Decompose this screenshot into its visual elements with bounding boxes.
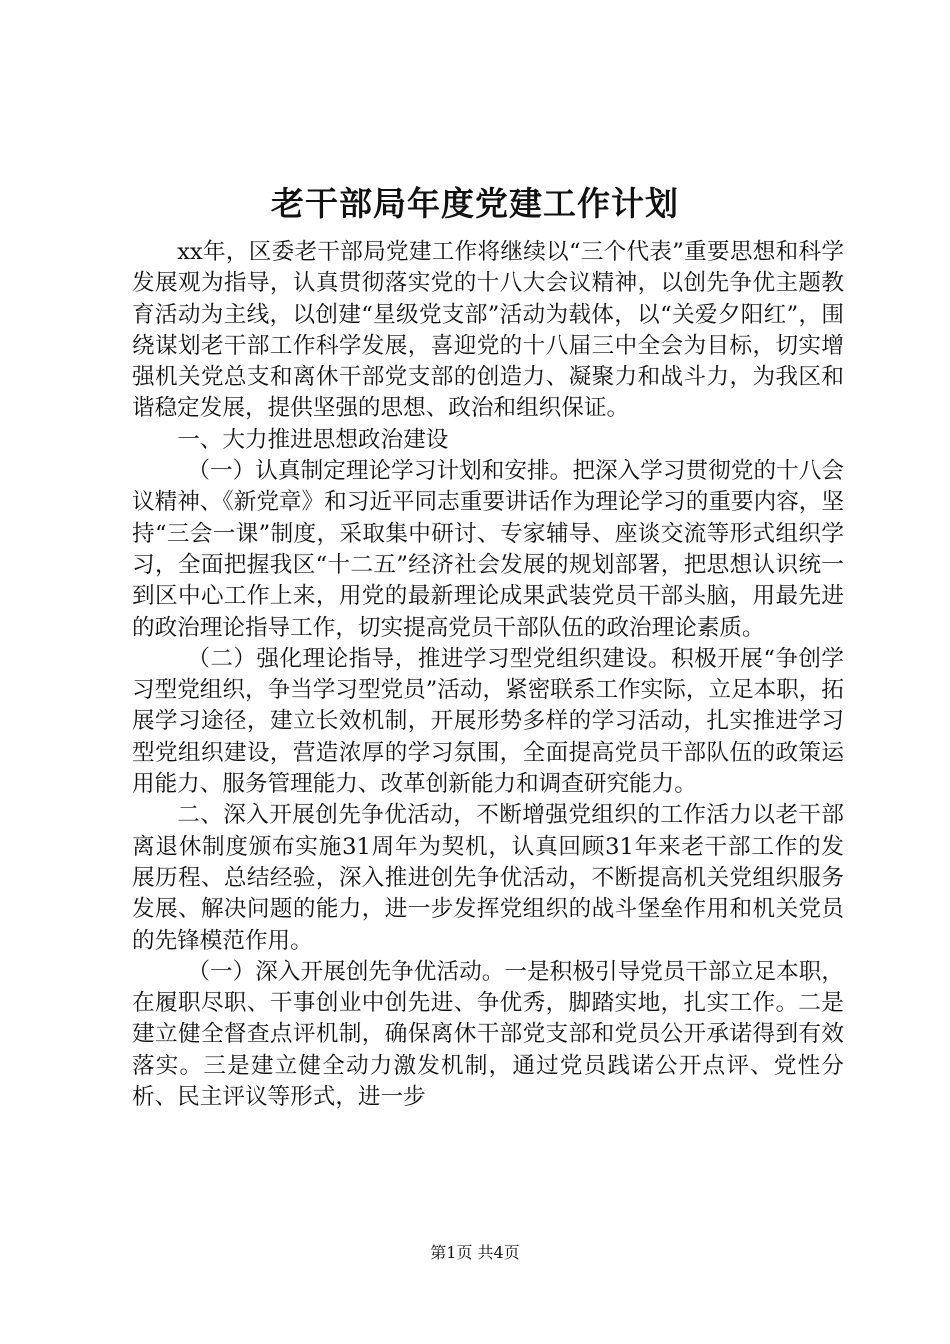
- document-title: 老干部局年度党建工作计划: [271, 184, 679, 223]
- section-heading-2: 二、深入开展创先争优活动，不断增强党组织的工作活力以老干部离退休制度颁布实施31周年为契机，认真回顾31年来老干部工作的发展历程、总结经验，深入推进创先争优活动，不断提高机关党组织服务发展、解决问题的能力，进一步发挥党组织的战斗堡垒作用和机关党员的先锋模范作用。: [132, 802, 844, 954]
- paragraph-intro: xx年，区委老干部局党建工作将继续以“三个代表”重要思想和科学发展观为指导，认真贯彻落实党的十八大会议精神，以创先争优主题教育活动为主线，以创建“星级党支部”活动为载体，以“关爱夕阳红”，围绕谋划老干部工作科学发展，喜迎党的十八届三中全会为目标，切实增强机关党总支和离休干部党支部的创造力、凝聚力和战斗力，为我区和谐稳定发展，提供坚强的思想、政治和组织保证。: [132, 239, 844, 422]
- paragraph-1-1: （一）认真制定理论学习计划和安排。把深入学习贯彻党的十八会议精神、《新党章》和习近平同志重要讲话作为理论学习的重要内容，坚持“三会一课”制度，采取集中研讨、专家辅导、座谈交流等形式组织学习，全面把握我区“十二五”经济社会发展的规划部署，把思想认识统一到区中心工作上来，用党的最新理论成果武装党员干部头脑，用最先进的政治理论指导工作，切实提高党员干部队伍的政治理论素质。: [132, 458, 844, 641]
- paragraph-1-2: （二）强化理论指导，推进学习型党组织建设。积极开展“争创学习型党组织，争当学习型党员”活动，紧密联系工作实际，立足本职，拓展学习途径，建立长效机制，开展形势多样的学习活动，扎实推进学习型党组织建设，营造浓厚的学习氛围，全面提高党员干部队伍的政策运用能力、服务管理能力、改革创新能力和调查研究能力。: [132, 645, 844, 798]
- section-heading-1: 一、大力推进思想政治建设: [177, 426, 449, 453]
- paragraph-2-1: （一）深入开展创先争优活动。一是积极引导党员干部立足本职，在履职尽职、干事创业中创先进、争优秀，脚踏实地，扎实工作。二是建立健全督查点评机制，确保离休干部党支部和党员公开承诺得到有效落实。三是建立健全动力激发机制，通过党员践诺公开点评、党性分析、民主评议等形式，进一步: [132, 958, 844, 1111]
- document-body: [132, 237, 844, 1113]
- page-footer: 第1页 共4页: [430, 1243, 520, 1262]
